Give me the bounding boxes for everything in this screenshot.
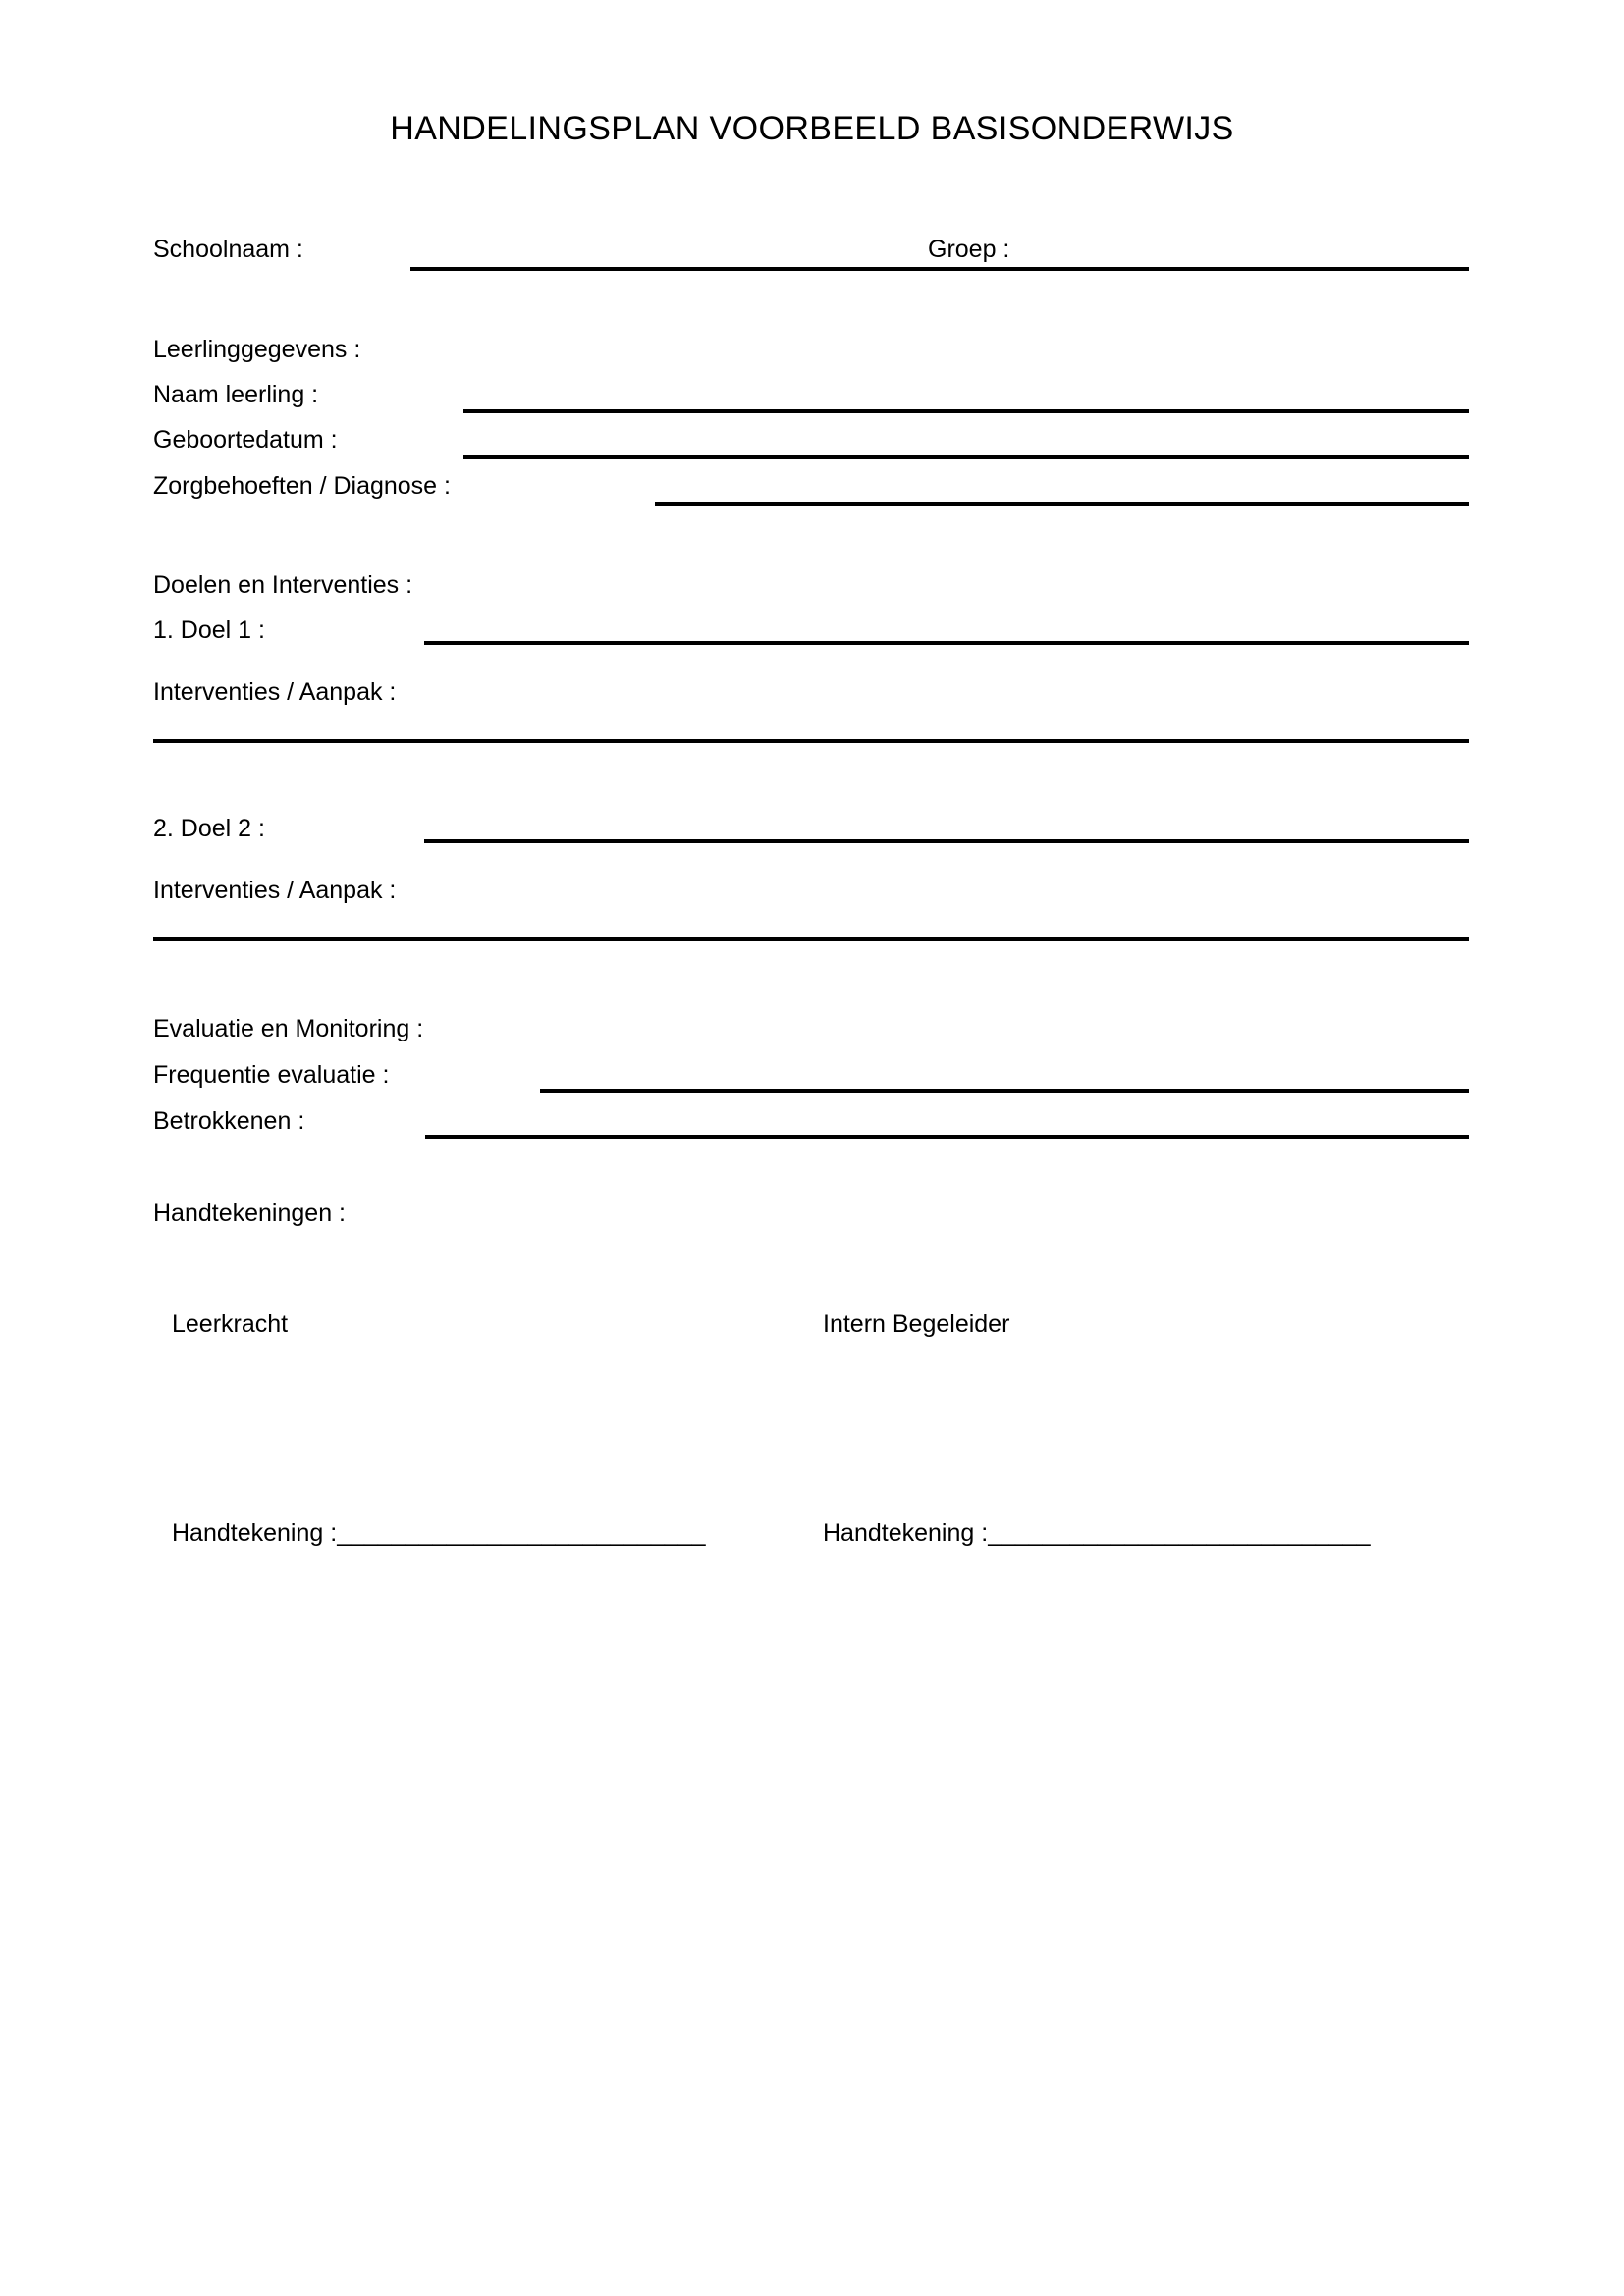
signature-label-intern-begeleider: Handtekening : bbox=[823, 1520, 989, 1547]
doel-2-input-rule[interactable] bbox=[424, 839, 1469, 843]
zorgbehoeften-diagnose-label: Zorgbehoeften / Diagnose : bbox=[153, 472, 451, 500]
doel-1-interventies-label: Interventies / Aanpak : bbox=[153, 678, 397, 706]
handtekeningen-heading: Handtekeningen : bbox=[153, 1200, 346, 1227]
naam-leerling-input-rule[interactable] bbox=[463, 409, 1469, 413]
frequentie-evaluatie-input-rule[interactable] bbox=[540, 1089, 1469, 1093]
doel-1-label: 1. Doel 1 : bbox=[153, 616, 265, 644]
page-title: HANDELINGSPLAN VOORBEELD BASISONDERWIJS bbox=[390, 110, 1234, 147]
zorgbehoeften-diagnose-input-rule[interactable] bbox=[655, 502, 1469, 506]
betrokkenen-label: Betrokkenen : bbox=[153, 1107, 305, 1135]
doel-2-interventies-input-rule[interactable] bbox=[153, 937, 1469, 941]
leerlinggegevens-heading: Leerlinggegevens : bbox=[153, 336, 361, 363]
signer-role-leerkracht: Leerkracht bbox=[172, 1310, 289, 1338]
geboortedatum-input-rule[interactable] bbox=[463, 455, 1469, 459]
signature-fill-leerkracht: ___________________________ bbox=[337, 1520, 706, 1547]
frequentie-evaluatie-label: Frequentie evaluatie : bbox=[153, 1061, 390, 1089]
doel-2-interventies-label: Interventies / Aanpak : bbox=[153, 877, 397, 904]
doel-2-label: 2. Doel 2 : bbox=[153, 815, 265, 842]
schoolnaam-groep-input-rule[interactable] bbox=[410, 267, 1469, 271]
naam-leerling-label: Naam leerling : bbox=[153, 381, 319, 408]
doel-1-input-rule[interactable] bbox=[424, 641, 1469, 645]
schoolnaam-label: Schoolnaam : bbox=[153, 236, 303, 263]
geboortedatum-label: Geboortedatum : bbox=[153, 426, 338, 454]
betrokkenen-input-rule[interactable] bbox=[425, 1135, 1469, 1139]
signature-line-leerkracht[interactable] bbox=[172, 1519, 706, 1548]
groep-label: Groep : bbox=[928, 236, 1010, 263]
doelen-interventies-heading: Doelen en Interventies : bbox=[153, 571, 413, 599]
signature-fill-intern-begeleider: ____________________________ bbox=[988, 1520, 1371, 1547]
signature-label-leerkracht: Handtekening : bbox=[172, 1520, 338, 1547]
signature-line-intern-begeleider[interactable] bbox=[823, 1519, 1371, 1548]
signer-role-intern-begeleider: Intern Begeleider bbox=[823, 1310, 1010, 1338]
evaluatie-monitoring-heading: Evaluatie en Monitoring : bbox=[153, 1015, 424, 1042]
doel-1-interventies-input-rule[interactable] bbox=[153, 739, 1469, 743]
